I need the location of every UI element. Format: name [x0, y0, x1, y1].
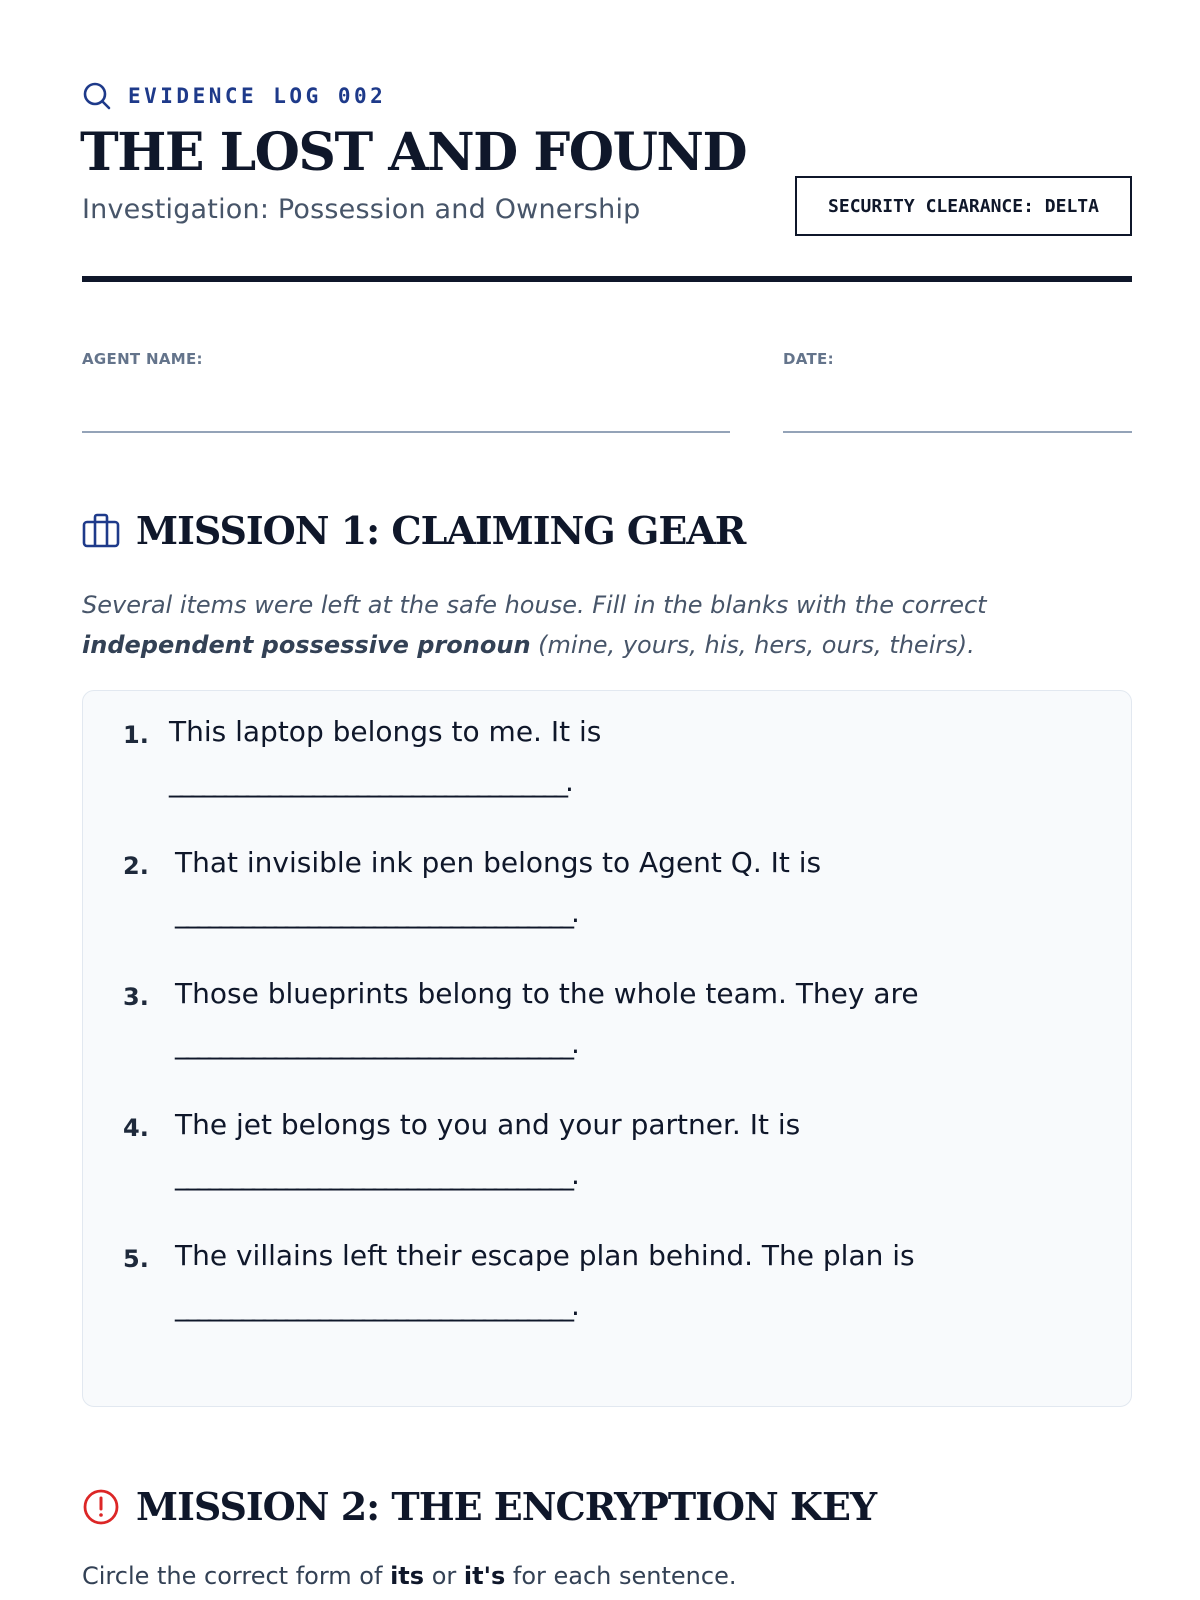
- answer-blank[interactable]: ____________________________________.: [175, 1289, 577, 1322]
- mission1-heading: [82, 508, 745, 553]
- question-number: 5.: [123, 1245, 149, 1273]
- answer-blank[interactable]: ____________________________________.: [175, 1158, 577, 1191]
- mission2-instr-or: or: [431, 1562, 457, 1590]
- mission2-instr-its-contraction: it's: [463, 1562, 506, 1590]
- page-title: THE LOST AND FOUND: [80, 122, 747, 183]
- mission2-instr-its: its: [390, 1562, 425, 1590]
- mission2-heading: [82, 1484, 876, 1529]
- mission1-instructions: [82, 585, 1082, 665]
- question-text: The jet belongs to you and your partner. It is: [175, 1108, 801, 1141]
- page-subtitle: Investigation: Possession and Ownership: [82, 194, 641, 225]
- magnifier-icon: [82, 81, 112, 111]
- question-text: That invisible ink pen belongs to Agent Q. It is: [175, 846, 822, 879]
- agent-name-field[interactable]: [82, 431, 730, 433]
- mission1-title: MISSION 1: CLAIMING GEAR: [136, 508, 746, 553]
- mission1-instructions-text: Several items were left at the safe house. Fill in the blanks with the correct: [82, 591, 987, 619]
- question-text: The villains left their escape plan behind. The plan is: [175, 1239, 915, 1272]
- mission2-instr-text: Circle the correct form of: [82, 1562, 383, 1590]
- worksheet-page: [82, 0, 1132, 1600]
- student-info-fields: [82, 350, 1132, 435]
- briefcase-icon: [82, 512, 120, 550]
- answer-blank[interactable]: ____________________________________.: [169, 765, 571, 798]
- question-number: 2.: [123, 852, 149, 880]
- header-divider: [82, 276, 1132, 282]
- question-number: 4.: [123, 1114, 149, 1142]
- question-number: 3.: [123, 983, 149, 1011]
- mission1-instructions-options: (mine, yours, his, hers, ours, theirs).: [538, 631, 975, 659]
- evidence-log-label: EVIDENCE LOG 002: [128, 84, 387, 108]
- evidence-log-row: [82, 81, 386, 111]
- mission1-instructions-bold: independent possessive pronoun: [82, 631, 531, 659]
- agent-name-label: AGENT NAME:: [82, 350, 203, 368]
- question-text: This laptop belongs to me. It is: [169, 715, 602, 748]
- security-clearance-badge: SECURITY CLEARANCE: DELTA: [795, 176, 1132, 236]
- alert-circle-icon: [82, 1488, 120, 1526]
- date-field[interactable]: [783, 431, 1132, 433]
- answer-blank[interactable]: ____________________________________.: [175, 896, 577, 929]
- mission2-title: MISSION 2: THE ENCRYPTION KEY: [136, 1484, 877, 1529]
- question-text: Those blueprints belong to the whole team. They are: [175, 977, 919, 1010]
- mission2-instr-end: for each sentence.: [512, 1562, 737, 1590]
- mission1-question-box: [82, 690, 1132, 1407]
- date-label: DATE:: [783, 350, 834, 368]
- question-number: 1.: [123, 721, 149, 749]
- mission2-instructions: [82, 1562, 736, 1590]
- header: [82, 0, 1132, 290]
- answer-blank[interactable]: ____________________________________.: [175, 1027, 577, 1060]
